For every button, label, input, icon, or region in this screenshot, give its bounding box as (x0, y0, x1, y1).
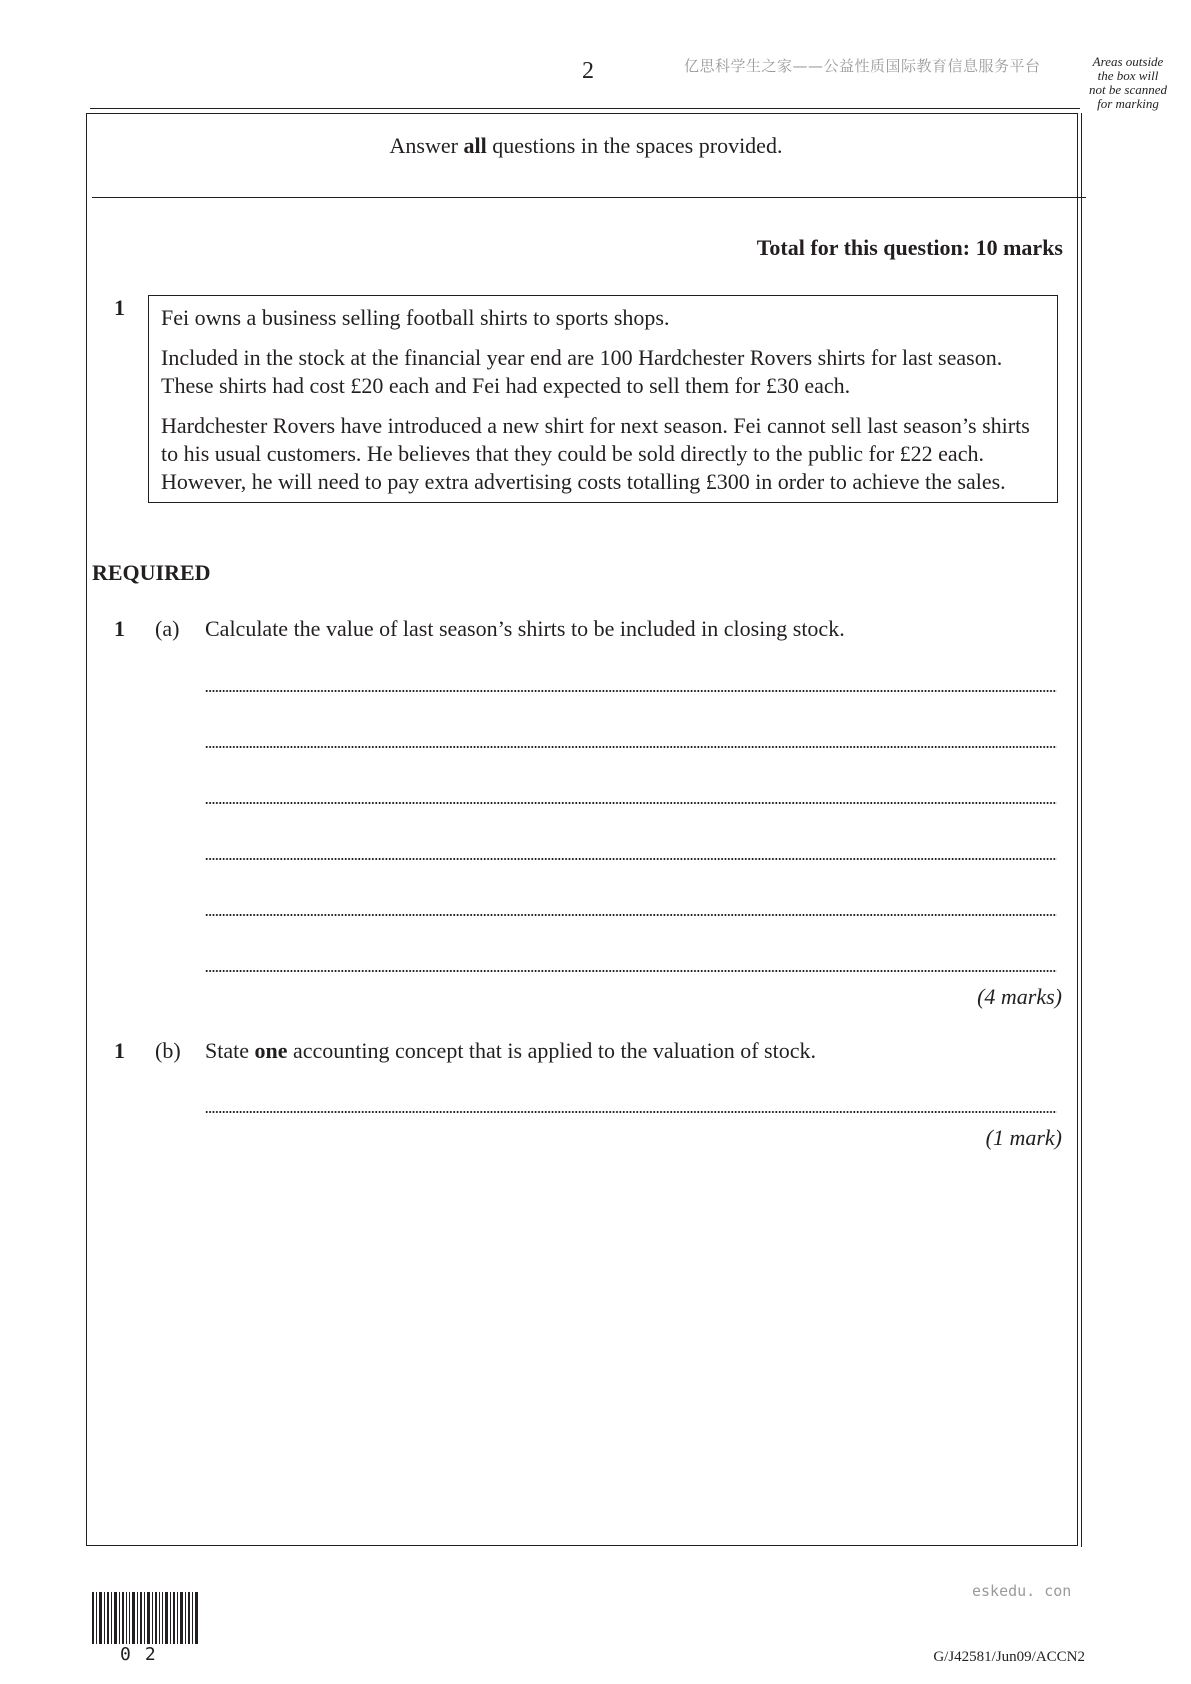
scenario-paragraph: Hardchester Rovers have introduced a new shirt for next season. Fei cannot sell last season’s shirts to his usual customers. He believes that they could be sold directly to the public for £22 each. However, he will need to pay extra advertising costs totalling £300 in order to achieve the sales. (161, 413, 1030, 494)
scenario-paragraph: Fei owns a business selling football shirts to sports shops. (161, 305, 670, 330)
part-b-text-pre: State (205, 1038, 255, 1063)
scenario-box (148, 295, 1058, 503)
page-number: 2 (582, 58, 594, 84)
instruction-rule (92, 197, 1086, 198)
part-b-label: (b) (155, 1038, 181, 1063)
part-a-question: Calculate the value of last season’s shirts to be included in closing stock. (205, 616, 845, 641)
instruction-pre: Answer (389, 133, 464, 158)
margin-note (1082, 55, 1174, 111)
part-b-text-post: accounting concept that is applied to the valuation of stock. (287, 1038, 816, 1063)
answer-line[interactable] (205, 746, 1057, 748)
question-total-marks: Total for this question: 10 marks (756, 235, 1063, 260)
answer-line[interactable] (205, 1111, 1057, 1113)
part-a-number: 1 (114, 616, 125, 641)
part-a-marks: (4 marks) (977, 984, 1062, 1009)
part-b-marks: (1 mark) (985, 1125, 1062, 1150)
answer-line[interactable] (205, 914, 1057, 916)
required-heading: REQUIRED (92, 560, 211, 585)
barcode-number: 02 (120, 1644, 170, 1665)
part-b-text-bold: one (254, 1038, 288, 1063)
part-a-label: (a) (155, 616, 180, 641)
part-b-number: 1 (114, 1038, 125, 1063)
margin-note-line: Areas outside (1092, 54, 1164, 69)
barcode-icon (92, 1592, 198, 1644)
top-rule (90, 108, 1080, 109)
instruction (86, 133, 1086, 159)
answer-box-edge (1078, 113, 1082, 1547)
instruction-bold: all (463, 133, 487, 158)
paper-reference: G/J42581/Jun09/ACCN2 (933, 1649, 1085, 1665)
margin-note-line: for marking (1097, 96, 1159, 111)
answer-line[interactable] (205, 802, 1057, 804)
margin-note-line: not be scanned (1089, 82, 1167, 97)
footer-watermark: eskedu. con (972, 1582, 1072, 1600)
watermark-text: 亿思科学生之家——公益性质国际教育信息服务平台 (684, 57, 1041, 75)
margin-note-line: the box will (1097, 68, 1159, 83)
scenario-paragraph: Included in the stock at the financial year end are 100 Hardchester Rovers shirts for last season. These shirts had cost £20 each and Fei had expected to sell them for £30 each. (161, 345, 1003, 398)
answer-line[interactable] (205, 970, 1057, 972)
answer-line[interactable] (205, 690, 1057, 692)
part-b-question (205, 1038, 816, 1064)
question-number: 1 (114, 295, 125, 320)
answer-line[interactable] (205, 858, 1057, 860)
instruction-post: questions in the spaces provided. (486, 133, 783, 158)
